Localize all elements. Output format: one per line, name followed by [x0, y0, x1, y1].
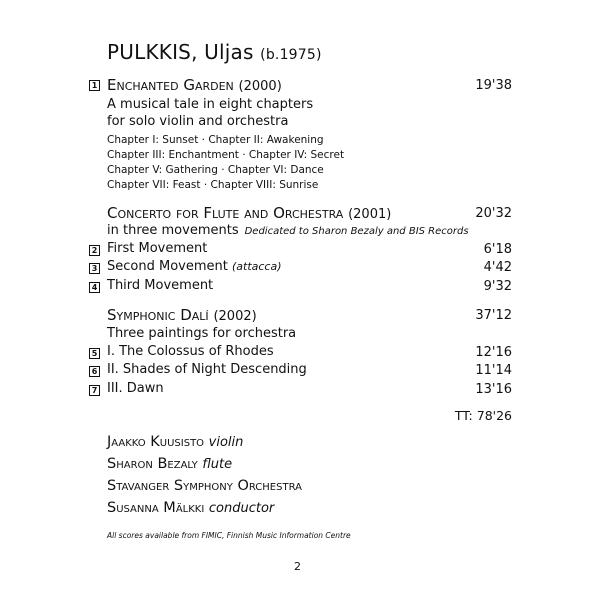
track-number-1: 1: [89, 80, 100, 91]
page-number: 2: [294, 560, 301, 573]
track-number-3: 3: [89, 263, 100, 274]
movement-label: [107, 259, 282, 274]
performer-role: flute: [202, 457, 233, 472]
movement-duration: 9'32: [483, 279, 512, 294]
performer-line: [107, 500, 274, 516]
total-time: TT: 78'26: [454, 408, 512, 423]
composer-years: (b.1975): [260, 47, 322, 63]
chapter-line: Chapter III: Enchantment · Chapter IV: Secret: [107, 149, 345, 161]
movement-label: I. The Colossus of Rhodes: [107, 344, 274, 359]
performer-name: Sharon Bezaly: [107, 456, 198, 472]
movement-label-text: Second Movement: [107, 259, 228, 274]
work-title-text: Concerto for Flute and Orchestra: [107, 204, 344, 222]
performer-name: Susanna Mälkki: [107, 500, 205, 516]
track-number-4: 4: [89, 282, 100, 293]
chapter-line: Chapter I: Sunset · Chapter II: Awakening: [107, 134, 324, 146]
work-subtitle-line1: A musical tale in eight chapters: [107, 97, 314, 112]
work-subtitle: Three paintings for orchestra: [107, 326, 297, 341]
work-title-text: Enchanted Garden: [107, 76, 234, 94]
dedication: Dedicated to Sharon Bezaly and BIS Records: [244, 226, 469, 237]
work-subtitle-line2: for solo violin and orchestra: [107, 114, 289, 129]
work-year: (2001): [348, 207, 392, 222]
movement-label: III. Dawn: [107, 381, 164, 396]
work-subtitle: [107, 223, 469, 238]
footnote: All scores available from FIMIC, Finnish Music Information Centre: [107, 531, 351, 540]
work-subtitle-text: in three movements: [107, 223, 239, 238]
work-duration: 20'32: [475, 206, 512, 221]
performer-role: conductor: [208, 501, 275, 516]
movement-label: II. Shades of Night Descending: [107, 362, 307, 377]
work-title-symphonic-dali: [107, 306, 257, 324]
track-number-7: 7: [89, 385, 100, 396]
movement-label: First Movement: [107, 241, 208, 256]
performer-role: violin: [208, 435, 244, 450]
performer-line: [107, 456, 232, 472]
work-title-enchanted-garden: [107, 76, 282, 94]
composer-heading: [107, 40, 322, 64]
chapter-line: Chapter V: Gathering · Chapter VI: Dance: [107, 164, 324, 176]
work-year: (2002): [213, 309, 257, 324]
movement-duration: 13'16: [475, 382, 512, 397]
movement-duration: 12'16: [475, 345, 512, 360]
performer-line: [107, 434, 243, 450]
work-duration: 19'38: [475, 78, 512, 93]
movement-duration: 6'18: [483, 242, 512, 257]
track-number-5: 5: [89, 348, 100, 359]
movement-extra: (attacca): [231, 260, 282, 273]
track-number-6: 6: [89, 366, 100, 377]
work-title-flute-concerto: [107, 204, 391, 222]
performer-name: Stavanger Symphony Orchestra: [107, 478, 302, 494]
work-duration: 37'12: [475, 308, 512, 323]
chapter-line: Chapter VII: Feast · Chapter VIII: Sunrise: [107, 179, 319, 191]
work-year: (2000): [238, 79, 282, 94]
movement-duration: 4'42: [483, 260, 512, 275]
movement-label: Third Movement: [107, 278, 214, 293]
work-title-text: Symphonic Dalí: [107, 306, 209, 324]
performer-line: [107, 478, 302, 494]
track-number-2: 2: [89, 245, 100, 256]
movement-duration: 11'14: [475, 363, 512, 378]
composer-name: PULKKIS, Uljas: [107, 40, 254, 64]
performer-name: Jaakko Kuusisto: [107, 434, 205, 450]
